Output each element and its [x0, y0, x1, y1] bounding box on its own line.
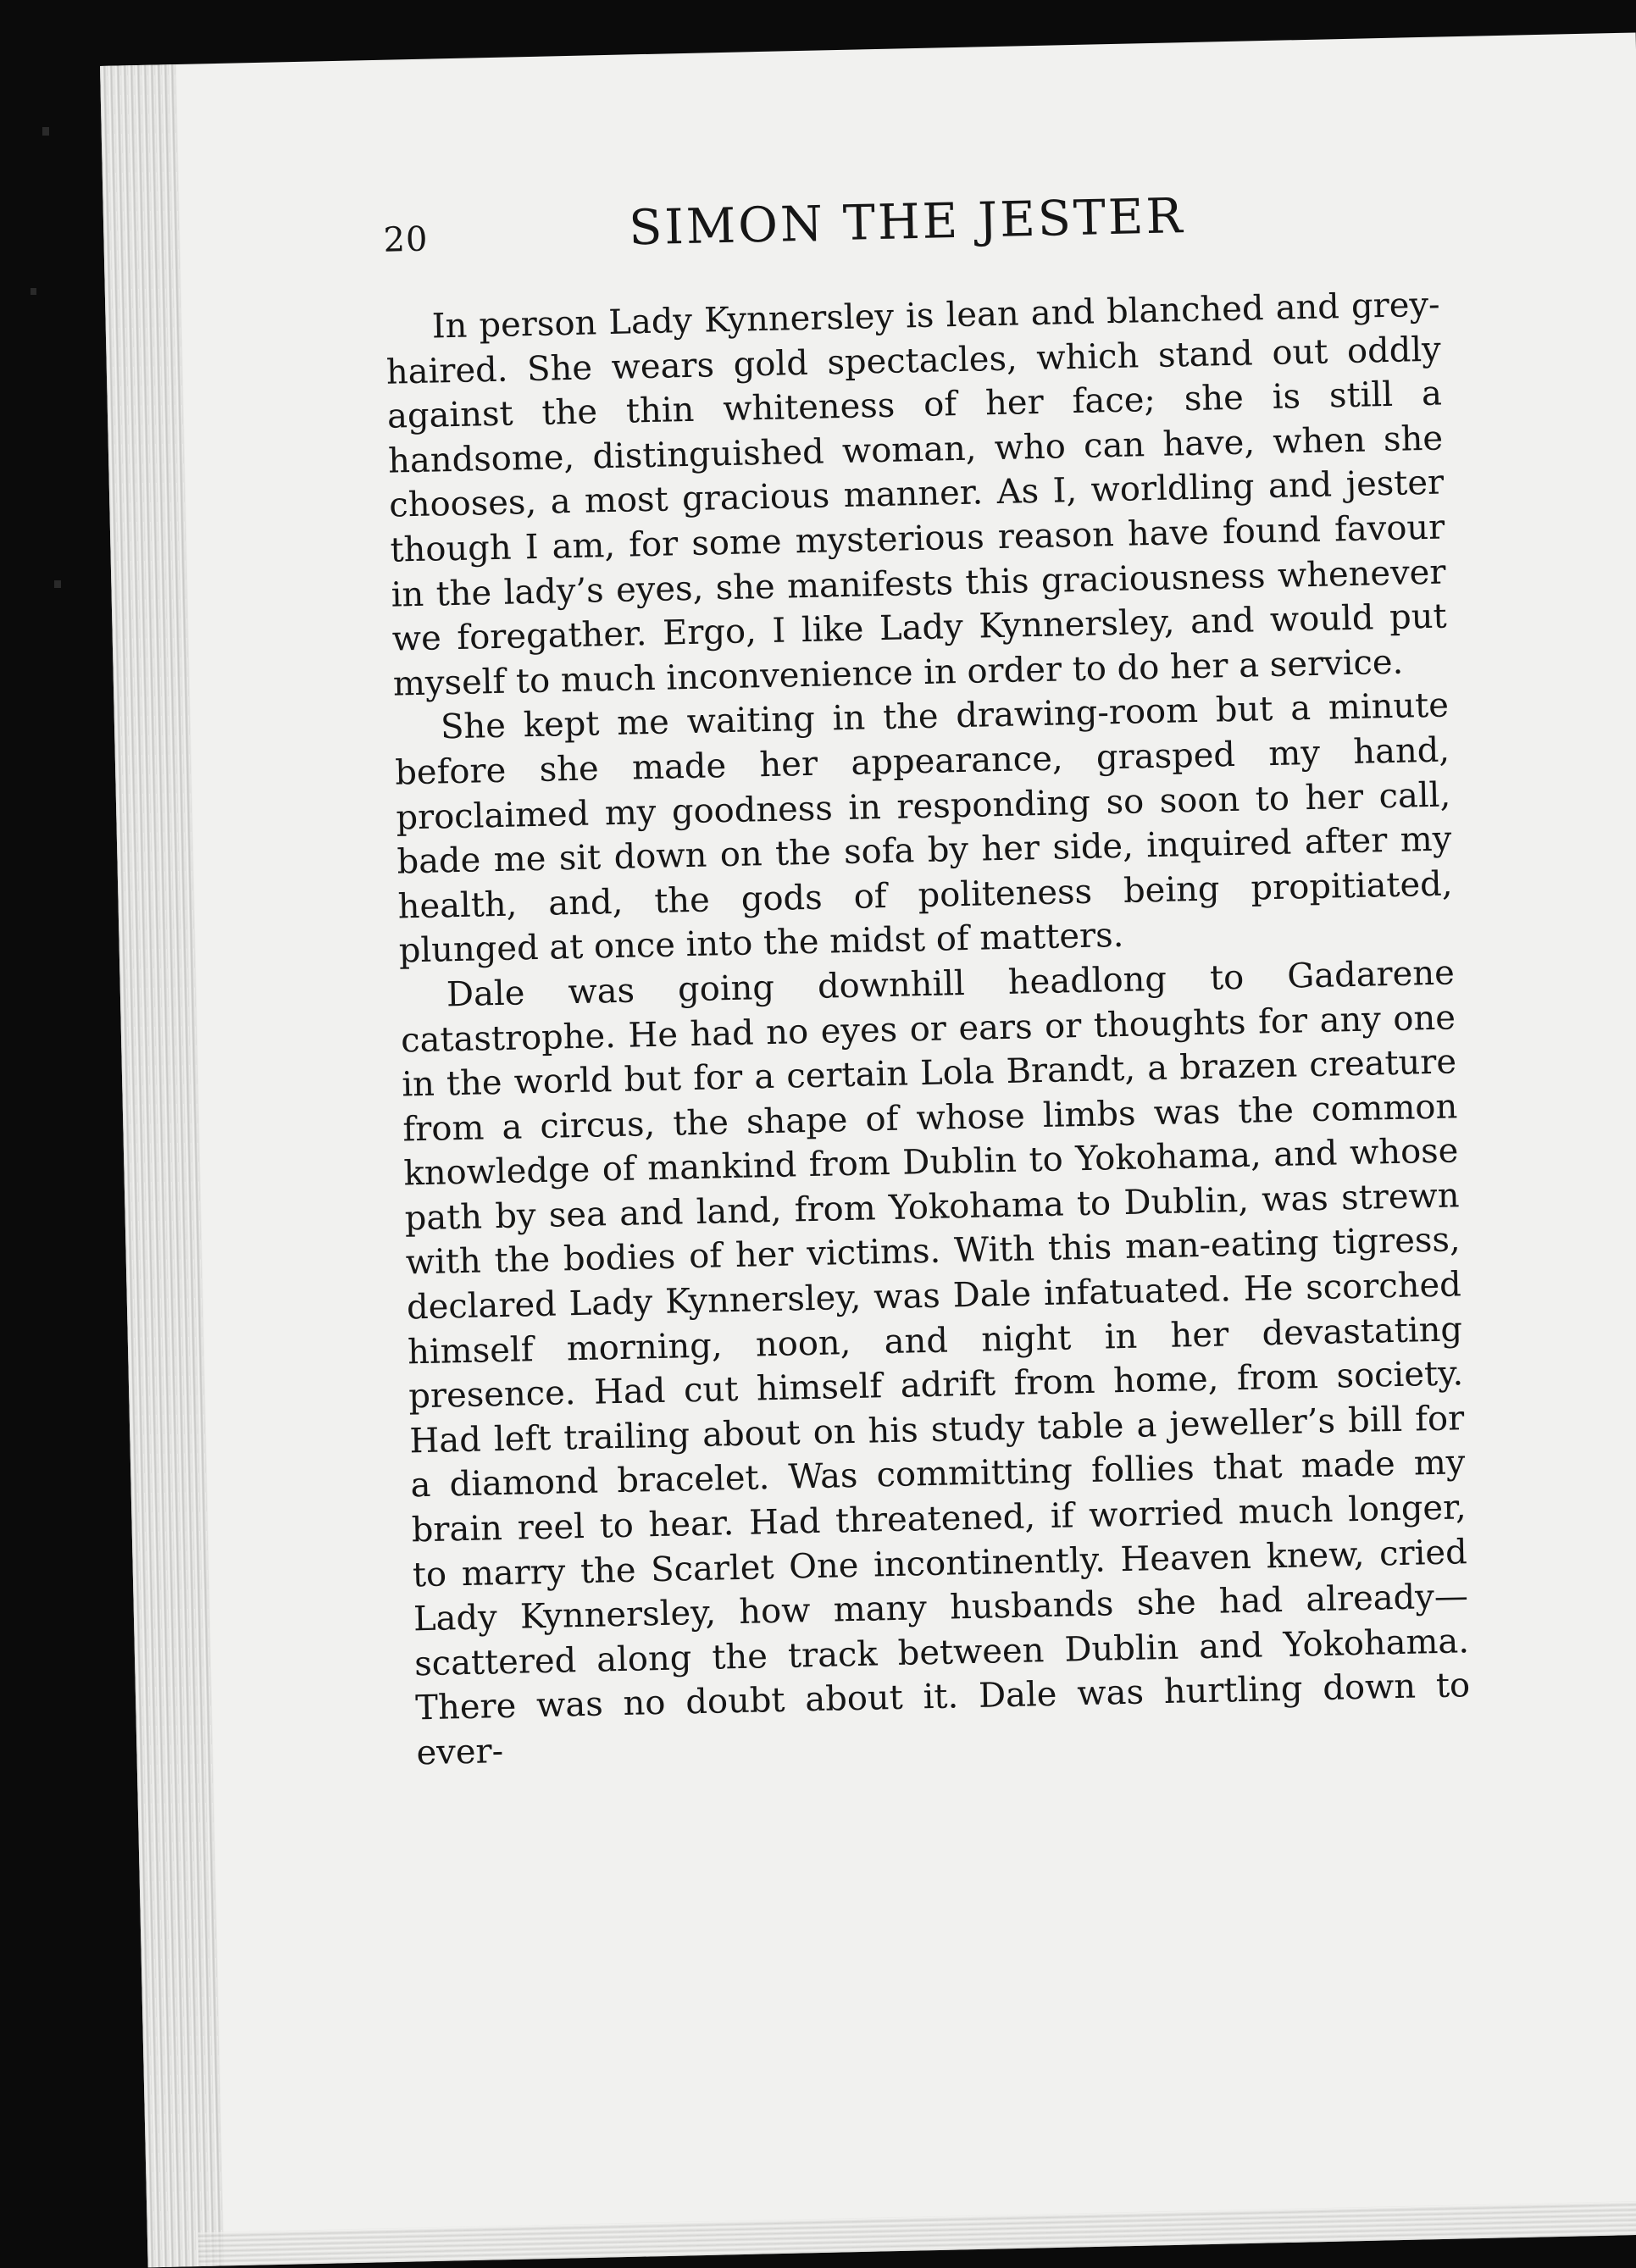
page-number: 20	[383, 219, 429, 260]
paragraph-2: She kept me waiting in the drawing-room but a minute before she made her appearance, grasped my hand, proclaimed my goodness in responding so soon to her call, bade me sit down on the sofa by her side, inquired after my health, and, the gods of politeness being propitiated, plunged at once into the midst of matters.	[394, 685, 1453, 971]
scan-speck	[42, 127, 49, 136]
page-bottom-edge	[198, 2200, 1636, 2266]
body-text	[385, 283, 1472, 1776]
book-title: SIMON THE JESTER	[628, 188, 1186, 257]
book-page	[100, 32, 1636, 2267]
scan-speck	[54, 580, 61, 588]
scan-speck	[31, 288, 36, 295]
page-edge-shading	[100, 64, 225, 2267]
running-head	[383, 180, 1570, 274]
paragraph-1: In person Lady Kynnersley is lean and blanched and grey-haired. She wears gold spectacles, which stand out oddly against the thin whiteness of her face; she is still a handsome, distinguished woman, who can have, when she chooses, a most gracious manner. As I, worldling and jester though I am, for some mysterious reason have found favour in the lady’s eyes, she manifests this graciousness whenever we foregather. Ergo, I like Lady Kynnersley, and would put myself to much inconvenience in order to do her a service.	[385, 285, 1448, 704]
paragraph-3: Dale was going downhill headlong to Gadarene catastrophe. He had no eyes or ears or thoughts for any one in the world but for a certain Lola Brandt, a brazen creature from a circus, the shape of whose limbs was the common knowledge of mankind from Dublin to Yokohama, and whose path by sea and land, from Yokohama to Dublin, was strewn with the bodies of her victims. With this man-eating tigress, declared Lady Kynnersley, was Dale infatuated. He scorched himself morning, noon, and night in her devastating presence. Had cut himself adrift from home, from society. Had left trailing about on his study table a jeweller’s bill for a diamond bracelet. Was committing follies that made my brain reel to hear. Had threatened, if worried much longer, to marry the Scarlet One incontinently. Heaven knew, cried Lady Kynnersley, how many husbands she had already—scattered along the track between Dublin and Yokohama. There was no doubt about it. Dale was hurtling down to ever-	[400, 953, 1471, 1773]
